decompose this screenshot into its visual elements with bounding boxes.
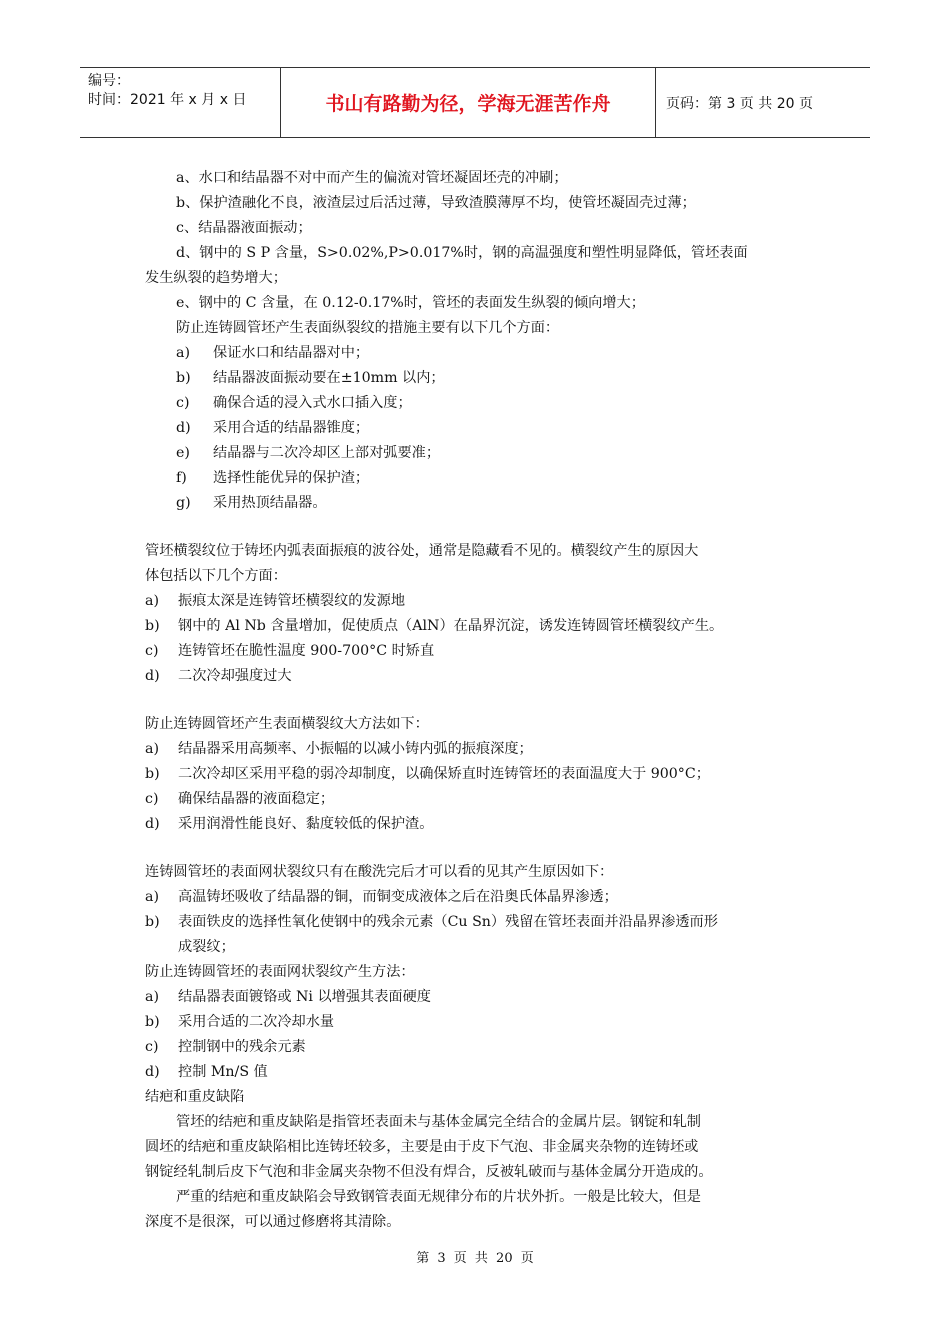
list-text: 采用热顶结晶器。: [213, 495, 327, 511]
list-marker: g): [176, 495, 191, 511]
list-text: 结晶器表面镀铬或 Ni 以增强其表面硬度: [178, 989, 431, 1005]
list-text: 控制 Mn/S 值: [178, 1064, 268, 1080]
list-item: [145, 664, 810, 689]
list-text: 确保结晶器的液面稳定；: [178, 791, 335, 807]
list-item: [145, 1010, 810, 1035]
list-text: 表面铁皮的选择性氧化使钢中的残余元素（Cu Sn）残留在管坯表面并沿晶界渗透而形: [178, 914, 718, 930]
list-item: [145, 1035, 810, 1060]
list-marker: c): [176, 395, 190, 411]
list-item: [145, 762, 810, 787]
time-label: 时间：2021 年 x 月 x 日: [88, 92, 247, 108]
list-item: [145, 639, 810, 664]
header-table: [80, 67, 870, 138]
list-item: [145, 985, 810, 1010]
list-marker: a): [145, 593, 159, 609]
network-prevention-intro: 防止连铸圆管坯的表面网状裂纹产生方法：: [145, 964, 415, 980]
list-marker: d): [145, 1064, 160, 1080]
list-item: [145, 441, 810, 466]
header-info-cell: [80, 68, 281, 137]
list-text: 连铸管坯在脆性温度 900-700°C 时矫直: [178, 643, 435, 659]
paragraph-line: 圆坯的结疤和重皮缺陷相比连铸坯较多，主要是由于皮下气泡、非金属夹杂物的连铸坯或: [145, 1139, 699, 1155]
list-item: [145, 491, 810, 516]
list-marker: a): [145, 989, 159, 1005]
paragraph-line: 钢锭经轧制后皮下气泡和非金属夹杂物不但没有焊合，反被轧破而与基体金属分开造成的。: [145, 1164, 713, 1180]
list-item: [145, 391, 810, 416]
list-marker: b): [145, 618, 160, 634]
list-item: [145, 885, 810, 910]
list-text: 采用润滑性能良好、黏度较低的保护渣。: [178, 816, 434, 832]
list-item-cont: 成裂纹；: [178, 939, 235, 955]
list-marker: b): [145, 766, 160, 782]
list-text: 高温铸坯吸收了结晶器的铜，而铜变成液体之后在沿奥氏体晶界渗透；: [178, 889, 618, 905]
list-item: [145, 737, 810, 762]
list-marker: a): [145, 889, 159, 905]
list-item: [145, 614, 810, 639]
number-label: 编号：: [88, 73, 130, 89]
list-marker: e): [176, 445, 190, 461]
list-text: 结晶器采用高频率、小振幅的以减小铸内弧的振痕深度；: [178, 741, 533, 757]
cause-item-a: a、水口和结晶器不对中而产生的偏流对管坯凝固坯壳的冲刷；: [176, 170, 568, 186]
list-marker: c): [145, 791, 159, 807]
list-item: [145, 1060, 810, 1085]
list-marker: a): [145, 741, 159, 757]
measures-intro: 防止连铸圆管坯产生表面纵裂纹的措施主要有以下几个方面：: [176, 320, 560, 336]
list-marker: d): [145, 668, 160, 684]
list-marker: b): [145, 1014, 160, 1030]
transverse-prevention-intro: 防止连铸圆管坯产生表面横裂纹大方法如下：: [145, 716, 429, 732]
list-text: 振痕太深是连铸管坯横裂纹的发源地: [178, 593, 406, 609]
list-marker: a): [176, 345, 190, 361]
cause-item-d: d、钢中的 S P 含量，S>0.02%,P>0.017%时，钢的高温强度和塑性明显降低，管坯表面: [176, 245, 748, 261]
list-marker: f): [176, 470, 187, 486]
cause-item-d-cont: 发生纵裂的趋势增大；: [145, 270, 287, 286]
list-marker: c): [145, 643, 159, 659]
page-footer: 第 3 页 共 20 页: [416, 1251, 534, 1266]
list-text: 结晶器波面振动要在±10mm 以内；: [213, 370, 445, 386]
paragraph-line: 严重的结疤和重皮缺陷会导致钢管表面无规律分布的片状外折。一般是比较大，但是: [176, 1189, 701, 1205]
list-text: 保证水口和结晶器对中；: [213, 345, 370, 361]
list-text: 二次冷却区采用平稳的弱冷却制度，以确保矫直时连铸管坯的表面温度大于 900°C；: [178, 766, 710, 782]
paragraph-line: 管坯的结疤和重皮缺陷是指管坯表面未与基体金属完全结合的金属片层。钢锭和轧制: [176, 1114, 701, 1130]
motto: 书山有路勤为径，学海无涯苦作舟: [281, 68, 656, 137]
cause-item-b: b、保护渣融化不良，液渣层过后活过薄，导致渣膜薄厚不均，使管坯凝固壳过薄；: [176, 195, 696, 211]
network-crack-intro: 连铸圆管坯的表面网状裂纹只有在酸洗完后才可以看的见其产生原因如下：: [145, 864, 614, 880]
list-text: 选择性能优异的保护渣；: [213, 470, 370, 486]
list-text: 采用合适的结晶器锥度；: [213, 420, 370, 436]
list-text: 二次冷却强度过大: [178, 668, 292, 684]
section-title-scab: 结疤和重皮缺陷: [145, 1089, 245, 1105]
list-marker: b): [145, 914, 160, 930]
paragraph-line: 深度不是很深，可以通过修磨将其清除。: [145, 1214, 401, 1230]
transverse-crack-intro-cont: 体包括以下几个方面：: [145, 568, 287, 584]
list-marker: d): [145, 816, 160, 832]
list-item: [145, 341, 810, 366]
list-text: 钢中的 Al Nb 含量增加，促使质点（AlN）在晶界沉淀，诱发连铸圆管坯横裂纹产生。: [178, 618, 724, 634]
cause-item-c: c、结晶器液面振动；: [176, 220, 312, 236]
list-item: [145, 787, 810, 812]
document-body: [145, 166, 810, 1235]
list-text: 结晶器与二次冷却区上部对弧要准；: [213, 445, 441, 461]
list-marker: b): [176, 370, 191, 386]
list-item: [145, 812, 810, 837]
list-item: [145, 910, 810, 935]
list-item: [145, 416, 810, 441]
cause-item-e: e、钢中的 C 含量，在 0.12-0.17%时，管坯的表面发生纵裂的倾向增大；: [176, 295, 645, 311]
list-marker: c): [145, 1039, 159, 1055]
list-text: 确保合适的浸入式水口插入度；: [213, 395, 412, 411]
list-item: [145, 366, 810, 391]
transverse-crack-intro: 管坯横裂纹位于铸坯内弧表面振痕的波谷处，通常是隐藏看不见的。横裂纹产生的原因大: [145, 543, 699, 559]
list-item: [145, 589, 810, 614]
list-text: 采用合适的二次冷却水量: [178, 1014, 335, 1030]
list-item: [145, 466, 810, 491]
list-text: 控制钢中的残余元素: [178, 1039, 306, 1055]
list-marker: d): [176, 420, 191, 436]
page-info: 页码：第 3 页 共 20 页: [666, 95, 813, 112]
